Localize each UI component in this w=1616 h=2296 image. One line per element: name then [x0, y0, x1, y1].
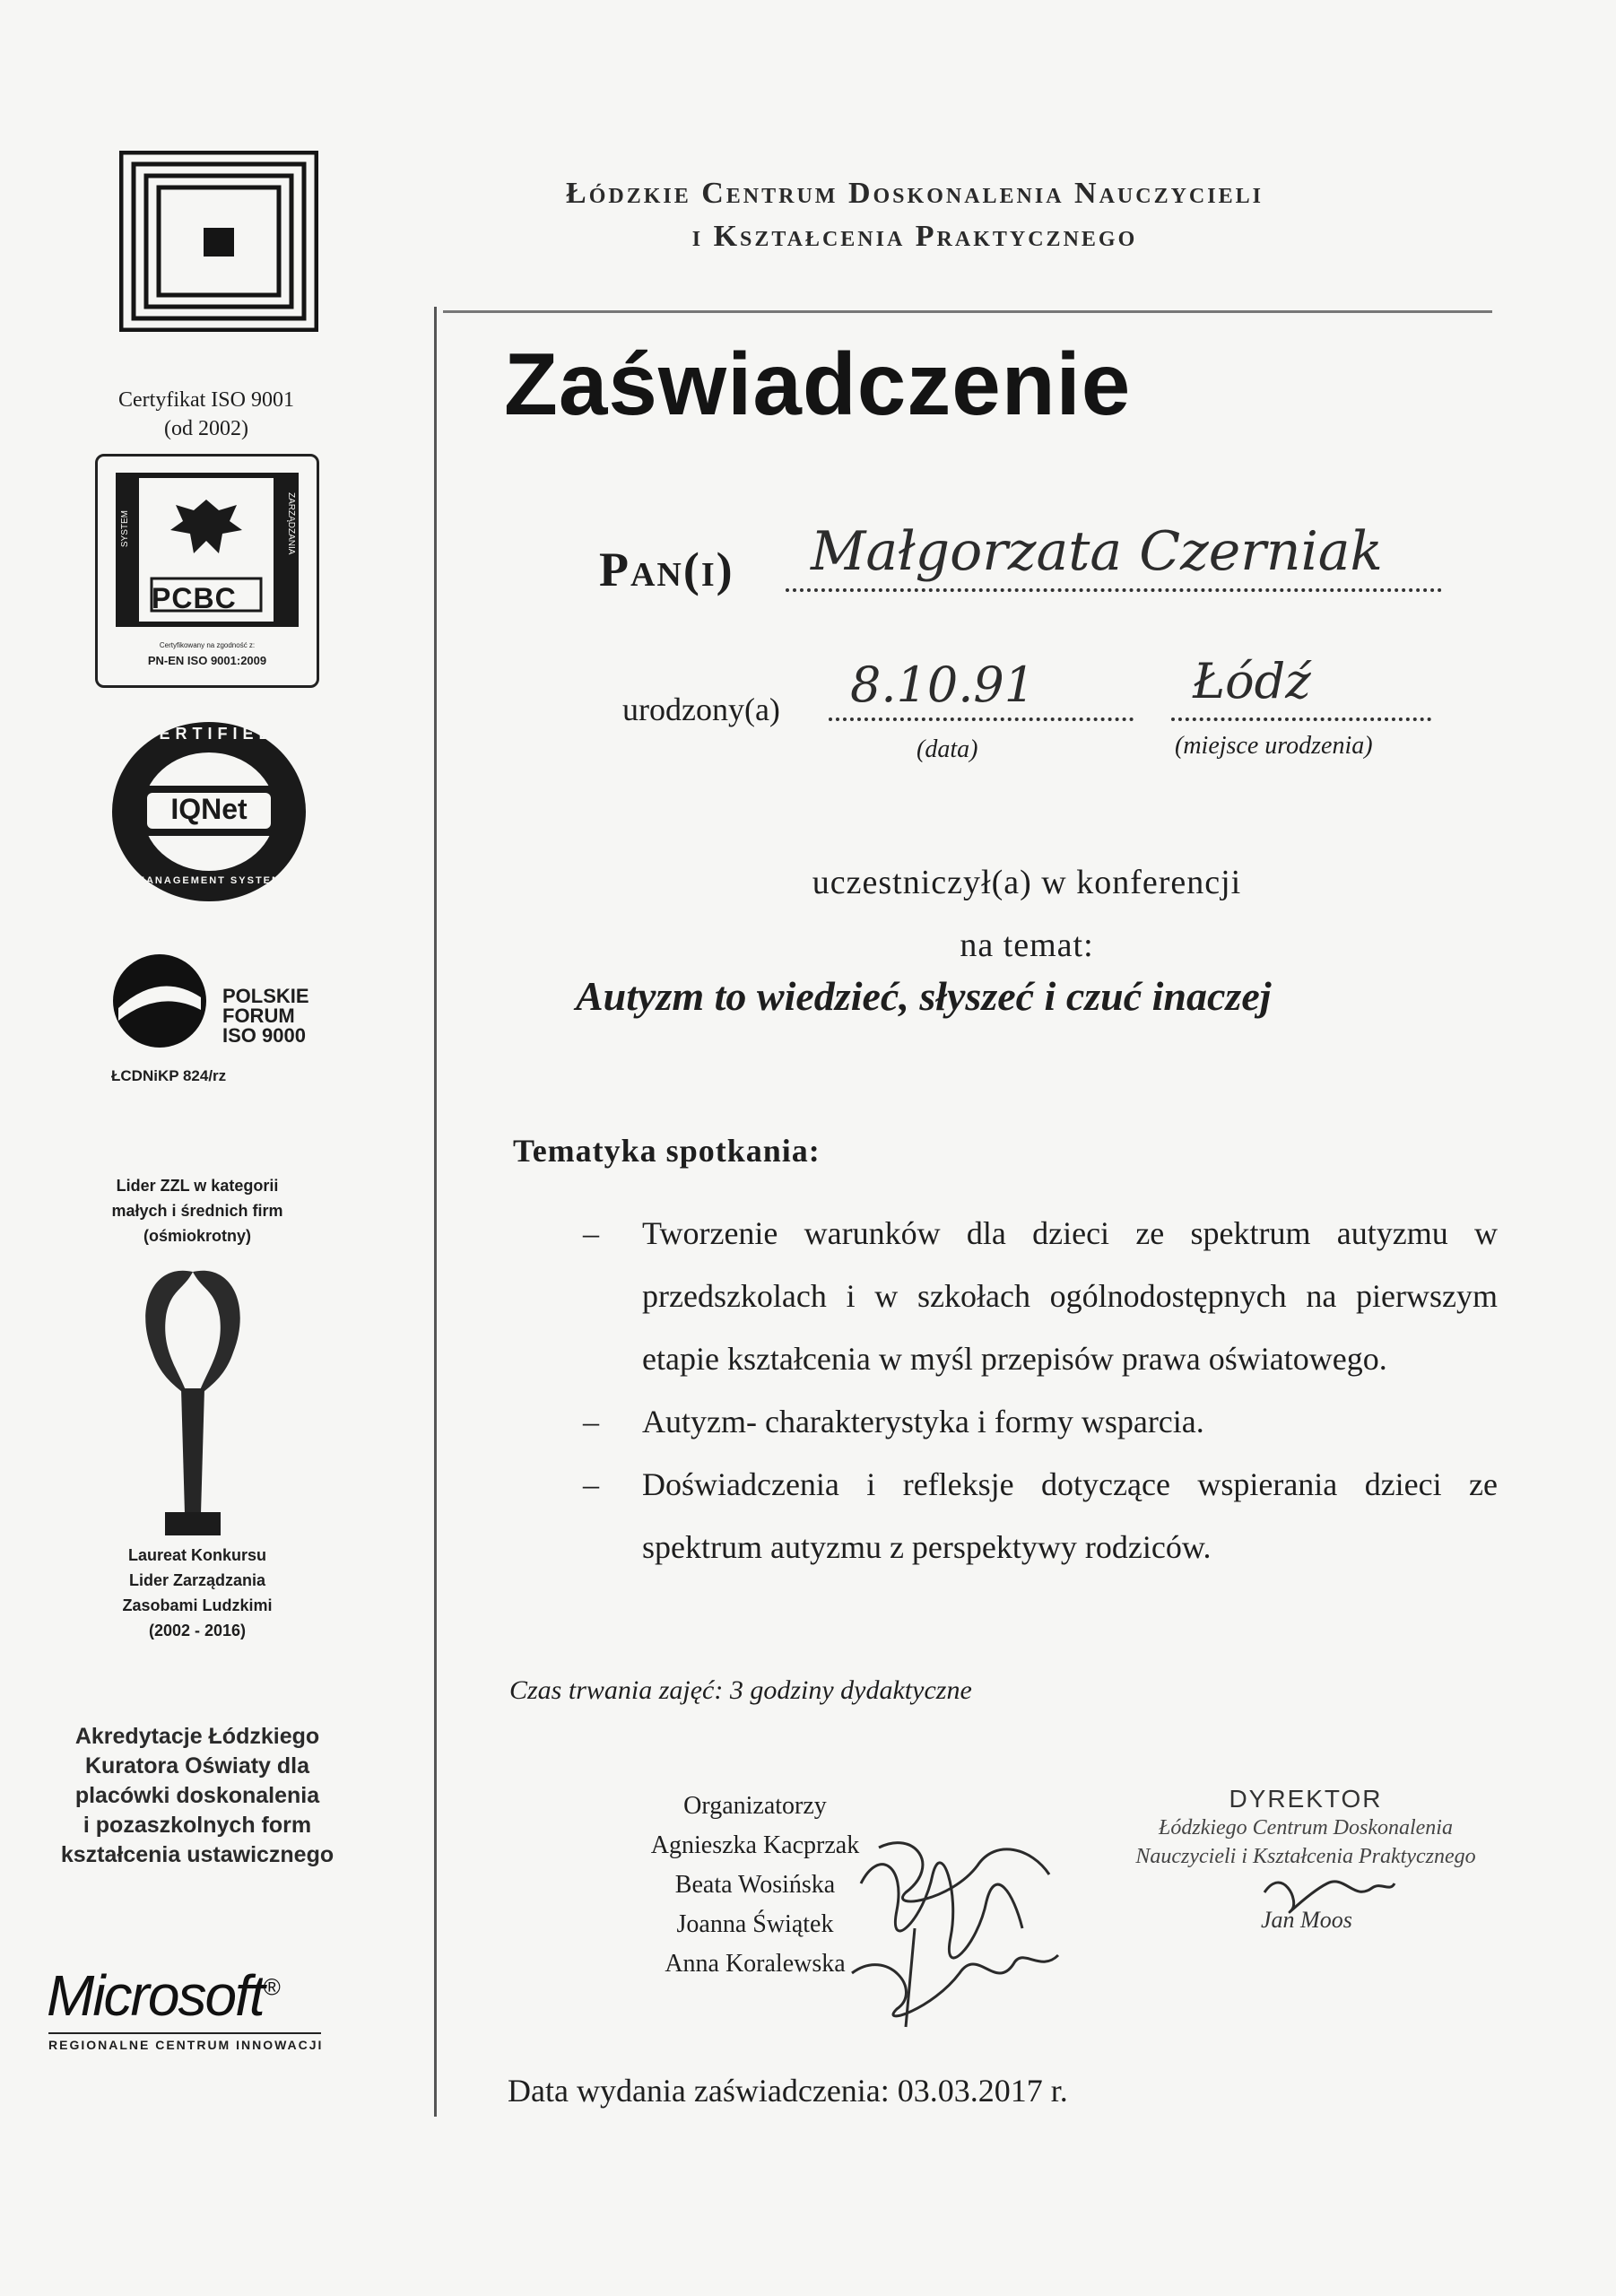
list-item: – Doświadczenia i refleksje dotyczące wspierania dzieci ze spektrum autyzmu z perspektywy rodziców. [583, 1453, 1498, 1578]
lider-line: Lider ZZL w kategorii [116, 1177, 279, 1195]
topic-label: na temat: [960, 926, 1094, 964]
pcbc-cert-text: Certyfikowany na zgodność z: [159, 641, 256, 649]
organizer-name: Joanna Świątek [676, 1910, 834, 1938]
pcbc-standard: PN-EN ISO 9001:2009 [147, 654, 267, 667]
lider-zzl-caption [72, 1173, 323, 1248]
microsoft-brand: Microsoft [47, 1963, 264, 2028]
director-org-line2: Nauczycieli i Kształcenia Praktycznego [1135, 1845, 1476, 1868]
laureat-line: Lider Zarządzania [128, 1571, 266, 1589]
born-label: urodzony(a) [622, 691, 780, 727]
director-name: Jan Moos [1261, 1907, 1352, 1933]
participation-text: uczestniczył(a) w konferencji [812, 864, 1242, 901]
iso-certificate-label: Certyfikat ISO 9001 [118, 388, 294, 412]
laureat-line: Laureat Konkursu [127, 1546, 267, 1564]
iqnet-logo [106, 718, 312, 906]
lider-line: małych i średnich firm [111, 1202, 283, 1220]
lcdnikp-number: ŁCDNiKP 824/rz [111, 1067, 227, 1084]
laureat-caption [72, 1543, 323, 1643]
microsoft-underline [48, 2032, 321, 2034]
akredytacje-line: i pozaszkolnych form [83, 1813, 312, 1838]
horizontal-divider [443, 310, 1492, 313]
trophy-icon [126, 1254, 260, 1541]
akredytacje-line: kształcenia ustawicznego [60, 1842, 334, 1867]
director-org-line1: Łódzkiego Centrum Doskonalenia [1159, 1816, 1453, 1839]
organizer-name: Anna Koralewska [665, 1950, 846, 1978]
certificate-title: Zaświadczenie [504, 335, 1132, 433]
polskie-forum-text [222, 987, 309, 1046]
akredytacje-line: placówki doskonalenia [74, 1783, 320, 1808]
list-item: – Tworzenie warunków dla dzieci ze spektrum autyzmu w przedszkolach i w szkołach ogólnodostępnych na pierwszym etapie kształcenia w myśl przepisów prawa oświatowego. [583, 1202, 1498, 1390]
polskie-forum-line2: FORUM [222, 1004, 295, 1027]
organizer-name: Beata Wosińska [674, 1871, 836, 1899]
lcdnikp-logo-icon [119, 151, 318, 332]
birth-date: 8.10.91 [850, 657, 1036, 713]
recipient-name: Małgorzata Czerniak [811, 520, 1383, 583]
subject-heading: Tematyka spotkania: [513, 1133, 821, 1169]
place-caption: (miejsce urodzenia) [1175, 732, 1373, 760]
lider-line: (ośmiokrotny) [143, 1227, 251, 1245]
date-caption: (data) [917, 735, 978, 763]
polskie-forum-line1: POLSKIE [222, 985, 309, 1007]
pcbc-left-label: SYSTEM [120, 510, 130, 548]
pcbc-right-label: ZARZĄDZANIA [286, 492, 296, 555]
list-item: – Autyzm- charakterystyka i formy wsparcia. [583, 1390, 1498, 1453]
birth-place: Łódź [1193, 653, 1311, 709]
microsoft-registered-mark: ® [263, 1973, 279, 2001]
akredytacje-line: Akredytacje Łódzkiego [74, 1724, 320, 1749]
organization-line1: Łódzkie Centrum Doskonalenia Nauczycieli [566, 177, 1264, 210]
organizer-name: Agnieszka Kacprzak [650, 1831, 860, 1859]
director-title: DYREKTOR [1229, 1785, 1383, 1813]
organizers-heading: Organizatorzy [683, 1792, 827, 1820]
issue-date: Data wydania zaświadczenia: 03.03.2017 r. [508, 2073, 1068, 2109]
organizers-signatures-icon [843, 1812, 1076, 2036]
organization-header [430, 172, 1399, 258]
microsoft-logo [47, 1962, 279, 2029]
vertical-divider [434, 307, 437, 2117]
laureat-line: (2002 - 2016) [148, 1622, 247, 1639]
iqnet-bottom-text: MANAGEMENT SYSTEM [135, 875, 282, 886]
organization-line2: i Kształcenia Praktycznego [691, 220, 1138, 253]
iqnet-brand: IQNet [170, 793, 248, 825]
microsoft-subtitle: REGIONALNE CENTRUM INNOWACJI [48, 2038, 324, 2052]
polskie-forum-line3: ISO 9000 [222, 1024, 306, 1047]
recipient-label-text: Pan(i) [599, 543, 734, 596]
iso-certificate-since: (od 2002) [164, 417, 248, 440]
akredytacje-line: Kuratora Oświaty dla [84, 1753, 310, 1779]
iqnet-top-text: CERTIFIED [142, 725, 276, 743]
conference-topic: Autyzm to wiedzieć, słyszeć i czuć inaczej [576, 973, 1272, 1019]
subject-list [583, 1202, 1498, 1578]
recipient-label [599, 542, 734, 597]
duration-text: Czas trwania zajęć: 3 godziny dydaktyczne [509, 1675, 972, 1705]
pcbc-certificate-logo [95, 454, 319, 688]
akredytacje-caption [36, 1722, 359, 1870]
laureat-line: Zasobami Ludzkimi [122, 1596, 273, 1614]
sidebar-logos [0, 0, 430, 2296]
iso-certificate-caption [54, 386, 359, 443]
pcbc-brand: PCBC [152, 582, 237, 614]
